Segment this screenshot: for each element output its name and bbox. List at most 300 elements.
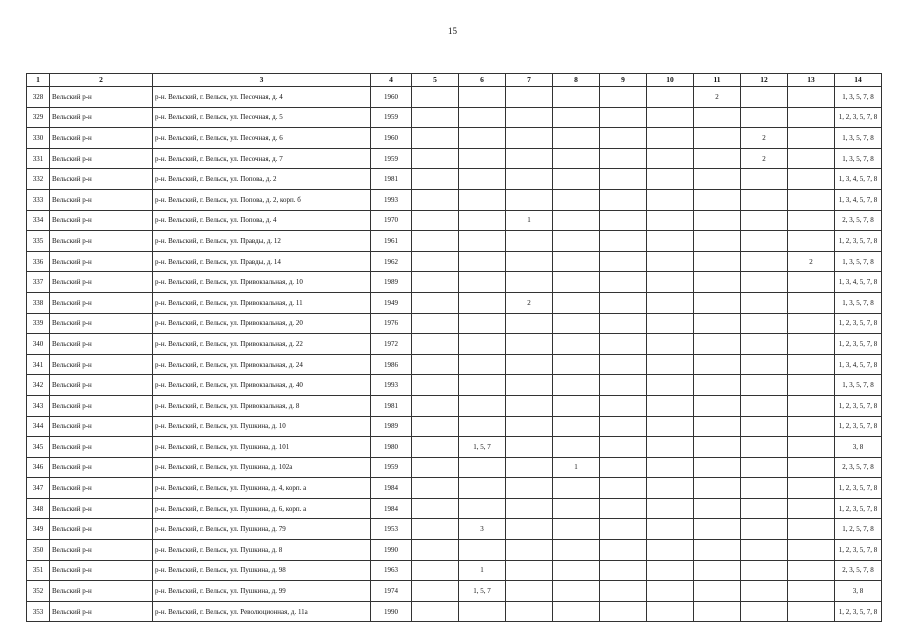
column-header: 1	[27, 74, 50, 87]
col5-cell	[412, 601, 459, 622]
col6-cell	[459, 354, 506, 375]
col13-cell	[788, 272, 835, 293]
col5-cell	[412, 87, 459, 108]
col11-cell	[694, 334, 741, 355]
table-row	[27, 498, 882, 519]
col10-cell	[647, 416, 694, 437]
table-row	[27, 189, 882, 210]
table-header-row	[27, 74, 882, 87]
district-cell: Вельский р-н	[50, 251, 153, 272]
col8-cell: 1	[553, 457, 600, 478]
col11-cell	[694, 560, 741, 581]
col12-cell	[741, 251, 788, 272]
col14-cell: 1, 2, 3, 5, 7, 8	[835, 498, 882, 519]
row-number-cell: 349	[27, 519, 50, 540]
year-cell: 1990	[371, 601, 412, 622]
col8-cell	[553, 375, 600, 396]
row-number-cell: 331	[27, 148, 50, 169]
col10-cell	[647, 457, 694, 478]
row-number-cell: 342	[27, 375, 50, 396]
table-row	[27, 292, 882, 313]
col9-cell	[600, 210, 647, 231]
col11-cell	[694, 601, 741, 622]
col5-cell	[412, 169, 459, 190]
col10-cell	[647, 498, 694, 519]
col14-cell: 1, 2, 5, 7, 8	[835, 519, 882, 540]
row-number-cell: 345	[27, 437, 50, 458]
year-cell: 1960	[371, 87, 412, 108]
col5-cell	[412, 272, 459, 293]
col8-cell	[553, 292, 600, 313]
col5-cell	[412, 210, 459, 231]
col6-cell	[459, 457, 506, 478]
address-cell: р-н. Вельский, г. Вельск, ул. Песочная, д. 7	[153, 148, 371, 169]
col9-cell	[600, 189, 647, 210]
col13-cell	[788, 128, 835, 149]
col9-cell	[600, 292, 647, 313]
col10-cell	[647, 169, 694, 190]
col9-cell	[600, 457, 647, 478]
col14-cell: 1, 2, 3, 5, 7, 8	[835, 540, 882, 561]
col9-cell	[600, 416, 647, 437]
row-number-cell: 346	[27, 457, 50, 478]
col10-cell	[647, 519, 694, 540]
col13-cell	[788, 87, 835, 108]
col9-cell	[600, 601, 647, 622]
col7-cell	[506, 251, 553, 272]
address-cell: р-н. Вельский, г. Вельск, ул. Песочная, д. 6	[153, 128, 371, 149]
col8-cell	[553, 581, 600, 602]
row-number-cell: 333	[27, 189, 50, 210]
column-header: 3	[153, 74, 371, 87]
col6-cell	[459, 334, 506, 355]
row-number-cell: 338	[27, 292, 50, 313]
col5-cell	[412, 375, 459, 396]
col14-cell: 1, 3, 5, 7, 8	[835, 292, 882, 313]
col13-cell	[788, 375, 835, 396]
col7-cell	[506, 581, 553, 602]
column-header: 7	[506, 74, 553, 87]
col5-cell	[412, 107, 459, 128]
col7-cell	[506, 478, 553, 499]
district-cell: Вельский р-н	[50, 210, 153, 231]
col13-cell: 2	[788, 251, 835, 272]
col12-cell	[741, 210, 788, 231]
year-cell: 1993	[371, 189, 412, 210]
address-cell: р-н. Вельский, г. Вельск, ул. Песочная, д. 4	[153, 87, 371, 108]
row-number-cell: 352	[27, 581, 50, 602]
col10-cell	[647, 560, 694, 581]
col13-cell	[788, 231, 835, 252]
col10-cell	[647, 334, 694, 355]
year-cell: 1962	[371, 251, 412, 272]
year-cell: 1981	[371, 395, 412, 416]
col9-cell	[600, 87, 647, 108]
col9-cell	[600, 540, 647, 561]
row-number-cell: 339	[27, 313, 50, 334]
col8-cell	[553, 601, 600, 622]
table-row	[27, 251, 882, 272]
col13-cell	[788, 437, 835, 458]
col9-cell	[600, 560, 647, 581]
col9-cell	[600, 169, 647, 190]
col10-cell	[647, 540, 694, 561]
row-number-cell: 340	[27, 334, 50, 355]
col10-cell	[647, 395, 694, 416]
row-number-cell: 351	[27, 560, 50, 581]
address-cell: р-н. Вельский, г. Вельск, ул. Правды, д. 14	[153, 251, 371, 272]
district-cell: Вельский р-н	[50, 560, 153, 581]
col9-cell	[600, 251, 647, 272]
table-row	[27, 334, 882, 355]
col8-cell	[553, 169, 600, 190]
address-cell: р-н. Вельский, г. Вельск, ул. Пушкина, д. 79	[153, 519, 371, 540]
row-number-cell: 343	[27, 395, 50, 416]
col5-cell	[412, 334, 459, 355]
col10-cell	[647, 437, 694, 458]
address-cell: р-н. Вельский, г. Вельск, ул. Правды, д. 12	[153, 231, 371, 252]
col7-cell	[506, 272, 553, 293]
col6-cell: 3	[459, 519, 506, 540]
col7-cell	[506, 148, 553, 169]
year-cell: 1981	[371, 169, 412, 190]
col14-cell: 1, 3, 4, 5, 7, 8	[835, 169, 882, 190]
col7-cell	[506, 231, 553, 252]
col10-cell	[647, 128, 694, 149]
col9-cell	[600, 313, 647, 334]
year-cell: 1984	[371, 478, 412, 499]
col5-cell	[412, 560, 459, 581]
col5-cell	[412, 395, 459, 416]
col8-cell	[553, 272, 600, 293]
col14-cell: 1, 3, 5, 7, 8	[835, 251, 882, 272]
col7-cell	[506, 169, 553, 190]
year-cell: 1959	[371, 457, 412, 478]
col8-cell	[553, 498, 600, 519]
table-row	[27, 375, 882, 396]
table-row	[27, 107, 882, 128]
col12-cell	[741, 292, 788, 313]
table-row	[27, 560, 882, 581]
year-cell: 1963	[371, 560, 412, 581]
year-cell: 1984	[371, 498, 412, 519]
col10-cell	[647, 292, 694, 313]
col8-cell	[553, 478, 600, 499]
district-cell: Вельский р-н	[50, 457, 153, 478]
col8-cell	[553, 189, 600, 210]
col6-cell	[459, 107, 506, 128]
col13-cell	[788, 169, 835, 190]
year-cell: 1949	[371, 292, 412, 313]
col10-cell	[647, 148, 694, 169]
register-table	[26, 73, 882, 622]
col9-cell	[600, 581, 647, 602]
district-cell: Вельский р-н	[50, 540, 153, 561]
col6-cell: 1	[459, 560, 506, 581]
col10-cell	[647, 272, 694, 293]
col6-cell	[459, 189, 506, 210]
column-header: 2	[50, 74, 153, 87]
col13-cell	[788, 354, 835, 375]
column-header: 12	[741, 74, 788, 87]
row-number-cell: 335	[27, 231, 50, 252]
col9-cell	[600, 395, 647, 416]
address-cell: р-н. Вельский, г. Вельск, ул. Привокзальная, д. 11	[153, 292, 371, 313]
table-row	[27, 313, 882, 334]
col9-cell	[600, 148, 647, 169]
year-cell: 1970	[371, 210, 412, 231]
col8-cell	[553, 416, 600, 437]
col10-cell	[647, 107, 694, 128]
col11-cell	[694, 107, 741, 128]
district-cell: Вельский р-н	[50, 313, 153, 334]
col7-cell	[506, 354, 553, 375]
address-cell: р-н. Вельский, г. Вельск, ул. Попова, д. 4	[153, 210, 371, 231]
address-cell: р-н. Вельский, г. Вельск, ул. Пушкина, д. 102а	[153, 457, 371, 478]
col10-cell	[647, 354, 694, 375]
year-cell: 1989	[371, 272, 412, 293]
col13-cell	[788, 148, 835, 169]
col12-cell	[741, 498, 788, 519]
col13-cell	[788, 292, 835, 313]
col11-cell	[694, 272, 741, 293]
col5-cell	[412, 457, 459, 478]
col12-cell	[741, 107, 788, 128]
col14-cell: 1, 2, 3, 5, 7, 8	[835, 601, 882, 622]
col12-cell	[741, 189, 788, 210]
col11-cell	[694, 231, 741, 252]
column-header: 14	[835, 74, 882, 87]
district-cell: Вельский р-н	[50, 87, 153, 108]
row-number-cell: 344	[27, 416, 50, 437]
col6-cell	[459, 128, 506, 149]
col9-cell	[600, 334, 647, 355]
col5-cell	[412, 231, 459, 252]
col14-cell: 1, 3, 5, 7, 8	[835, 128, 882, 149]
col11-cell	[694, 519, 741, 540]
col14-cell: 1, 2, 3, 5, 7, 8	[835, 231, 882, 252]
year-cell: 1960	[371, 128, 412, 149]
col14-cell: 2, 3, 5, 7, 8	[835, 457, 882, 478]
col12-cell	[741, 416, 788, 437]
col12-cell	[741, 457, 788, 478]
year-cell: 1980	[371, 437, 412, 458]
col5-cell	[412, 416, 459, 437]
table-row	[27, 169, 882, 190]
col10-cell	[647, 313, 694, 334]
col10-cell	[647, 189, 694, 210]
table-row	[27, 437, 882, 458]
address-cell: р-н. Вельский, г. Вельск, ул. Пушкина, д. 98	[153, 560, 371, 581]
col13-cell	[788, 560, 835, 581]
col6-cell	[459, 395, 506, 416]
col8-cell	[553, 395, 600, 416]
col7-cell	[506, 375, 553, 396]
col12-cell	[741, 334, 788, 355]
district-cell: Вельский р-н	[50, 519, 153, 540]
col12-cell	[741, 437, 788, 458]
row-number-cell: 330	[27, 128, 50, 149]
col5-cell	[412, 354, 459, 375]
col6-cell	[459, 210, 506, 231]
col6-cell: 1, 5, 7	[459, 581, 506, 602]
district-cell: Вельский р-н	[50, 292, 153, 313]
address-cell: р-н. Вельский, г. Вельск, ул. Пушкина, д. 8	[153, 540, 371, 561]
col11-cell	[694, 189, 741, 210]
col14-cell: 1, 3, 5, 7, 8	[835, 87, 882, 108]
col10-cell	[647, 251, 694, 272]
col10-cell	[647, 210, 694, 231]
col7-cell	[506, 87, 553, 108]
address-cell: р-н. Вельский, г. Вельск, ул. Привокзальная, д. 22	[153, 334, 371, 355]
col14-cell: 1, 3, 4, 5, 7, 8	[835, 189, 882, 210]
district-cell: Вельский р-н	[50, 189, 153, 210]
col6-cell	[459, 87, 506, 108]
col14-cell: 1, 2, 3, 5, 7, 8	[835, 313, 882, 334]
col7-cell	[506, 313, 553, 334]
table-row	[27, 478, 882, 499]
col12-cell	[741, 601, 788, 622]
col11-cell	[694, 128, 741, 149]
col10-cell	[647, 581, 694, 602]
col13-cell	[788, 395, 835, 416]
col6-cell	[459, 148, 506, 169]
address-cell: р-н. Вельский, г. Вельск, ул. Привокзальная, д. 20	[153, 313, 371, 334]
col7-cell	[506, 395, 553, 416]
col10-cell	[647, 375, 694, 396]
col6-cell	[459, 540, 506, 561]
col11-cell	[694, 375, 741, 396]
district-cell: Вельский р-н	[50, 334, 153, 355]
address-cell: р-н. Вельский, г. Вельск, ул. Привокзальная, д. 10	[153, 272, 371, 293]
district-cell: Вельский р-н	[50, 272, 153, 293]
column-header: 8	[553, 74, 600, 87]
col14-cell: 1, 3, 4, 5, 7, 8	[835, 354, 882, 375]
col9-cell	[600, 478, 647, 499]
column-header: 13	[788, 74, 835, 87]
table-row	[27, 272, 882, 293]
col10-cell	[647, 478, 694, 499]
col6-cell	[459, 498, 506, 519]
row-number-cell: 332	[27, 169, 50, 190]
col11-cell	[694, 292, 741, 313]
table-row	[27, 231, 882, 252]
col9-cell	[600, 231, 647, 252]
col14-cell: 1, 3, 5, 7, 8	[835, 375, 882, 396]
col11-cell	[694, 210, 741, 231]
col13-cell	[788, 107, 835, 128]
year-cell: 1972	[371, 334, 412, 355]
col13-cell	[788, 478, 835, 499]
row-number-cell: 350	[27, 540, 50, 561]
col11-cell	[694, 395, 741, 416]
address-cell: р-н. Вельский, г. Вельск, ул. Привокзальная, д. 40	[153, 375, 371, 396]
table-row	[27, 519, 882, 540]
col11-cell	[694, 457, 741, 478]
address-cell: р-н. Вельский, г. Вельск, ул. Привокзальная, д. 24	[153, 354, 371, 375]
col5-cell	[412, 498, 459, 519]
col14-cell: 1, 2, 3, 5, 7, 8	[835, 395, 882, 416]
col6-cell	[459, 251, 506, 272]
col11-cell	[694, 581, 741, 602]
district-cell: Вельский р-н	[50, 375, 153, 396]
col12-cell	[741, 354, 788, 375]
row-number-cell: 347	[27, 478, 50, 499]
col7-cell: 1	[506, 210, 553, 231]
col9-cell	[600, 519, 647, 540]
address-cell: р-н. Вельский, г. Вельск, ул. Песочная, д. 5	[153, 107, 371, 128]
col11-cell	[694, 148, 741, 169]
col5-cell	[412, 251, 459, 272]
table-row	[27, 148, 882, 169]
table-row	[27, 354, 882, 375]
col7-cell: 2	[506, 292, 553, 313]
col12-cell	[741, 519, 788, 540]
col5-cell	[412, 128, 459, 149]
address-cell: р-н. Вельский, г. Вельск, ул. Революционная, д. 11а	[153, 601, 371, 622]
district-cell: Вельский р-н	[50, 395, 153, 416]
col11-cell	[694, 478, 741, 499]
col8-cell	[553, 334, 600, 355]
col7-cell	[506, 540, 553, 561]
col11-cell	[694, 354, 741, 375]
row-number-cell: 337	[27, 272, 50, 293]
column-header: 4	[371, 74, 412, 87]
district-cell: Вельский р-н	[50, 601, 153, 622]
district-cell: Вельский р-н	[50, 437, 153, 458]
col13-cell	[788, 334, 835, 355]
col7-cell	[506, 560, 553, 581]
col8-cell	[553, 148, 600, 169]
table-row	[27, 457, 882, 478]
col9-cell	[600, 128, 647, 149]
col14-cell: 3, 8	[835, 437, 882, 458]
row-number-cell: 329	[27, 107, 50, 128]
district-cell: Вельский р-н	[50, 107, 153, 128]
column-header: 5	[412, 74, 459, 87]
col11-cell	[694, 437, 741, 458]
col10-cell	[647, 231, 694, 252]
col10-cell	[647, 87, 694, 108]
row-number-cell: 336	[27, 251, 50, 272]
col13-cell	[788, 189, 835, 210]
col12-cell	[741, 375, 788, 396]
col7-cell	[506, 107, 553, 128]
col12-cell	[741, 560, 788, 581]
address-cell: р-н. Вельский, г. Вельск, ул. Пушкина, д. 6, корп. а	[153, 498, 371, 519]
address-cell: р-н. Вельский, г. Вельск, ул. Пушкина, д. 4, корп. а	[153, 478, 371, 499]
address-cell: р-н. Вельский, г. Вельск, ул. Пушкина, д. 10	[153, 416, 371, 437]
col9-cell	[600, 498, 647, 519]
col5-cell	[412, 519, 459, 540]
col12-cell: 2	[741, 148, 788, 169]
col8-cell	[553, 560, 600, 581]
district-cell: Вельский р-н	[50, 148, 153, 169]
col12-cell	[741, 540, 788, 561]
district-cell: Вельский р-н	[50, 581, 153, 602]
col7-cell	[506, 416, 553, 437]
col11-cell	[694, 251, 741, 272]
address-cell: р-н. Вельский, г. Вельск, ул. Попова, д. 2	[153, 169, 371, 190]
col11-cell	[694, 313, 741, 334]
col11-cell	[694, 498, 741, 519]
col14-cell: 1, 2, 3, 5, 7, 8	[835, 107, 882, 128]
row-number-cell: 328	[27, 87, 50, 108]
col13-cell	[788, 519, 835, 540]
col9-cell	[600, 272, 647, 293]
col8-cell	[553, 437, 600, 458]
col5-cell	[412, 478, 459, 499]
